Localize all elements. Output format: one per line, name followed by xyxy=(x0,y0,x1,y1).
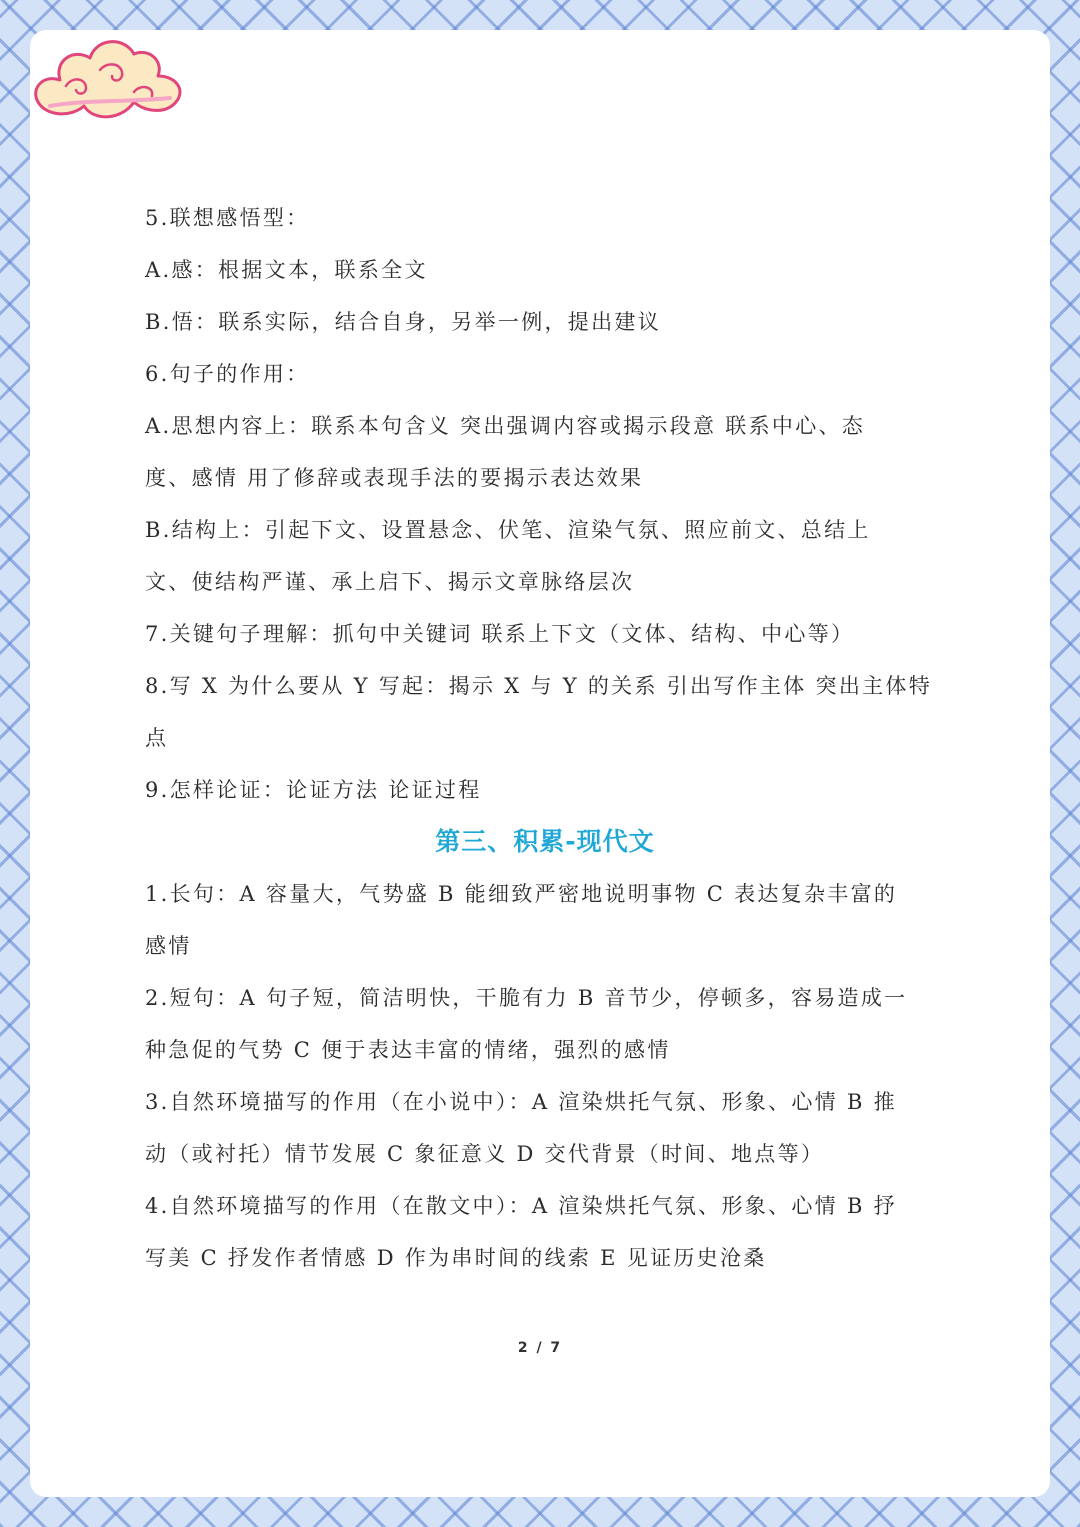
text-line: B.结构上：引起下文、设置悬念、伏笔、渲染气氛、照应前文、总结上 xyxy=(145,518,871,542)
text-line: A.感：根据文本，联系全文 xyxy=(145,258,428,282)
text-line: 2.短句：A 句子短，简洁明快，干脆有力 B 音节少，停顿多，容易造成一 xyxy=(145,986,908,1010)
text-line: 写美 C 抒发作者情感 D 作为串时间的线索 E 见证历史沧桑 xyxy=(145,1246,767,1270)
text-line: 动（或衬托）情节发展 C 象征意义 D 交代背景（时间、地点等） xyxy=(145,1142,825,1166)
document-body xyxy=(145,192,945,1284)
text-line: 8.写 X 为什么要从 Y 写起：揭示 X 与 Y 的关系 引出写作主体 突出主体特 xyxy=(145,674,933,698)
text-line: 4.自然环境描写的作用（在散文中）：A 渲染烘托气氛、形象、心情 B 抒 xyxy=(145,1194,897,1218)
text-line: 度、感情 用了修辞或表现手法的要揭示表达效果 xyxy=(145,466,644,490)
page-number: 2 / 7 xyxy=(517,1340,563,1356)
document-page xyxy=(30,30,1050,1497)
section-heading: 第三、积累-现代文 xyxy=(435,827,655,856)
cloud-icon xyxy=(30,30,190,135)
text-line: 种急促的气势 C 便于表达丰富的情绪，强烈的感情 xyxy=(145,1038,671,1062)
text-line: 7.关键句子理解：抓句中关键词 联系上下文（文体、结构、中心等） xyxy=(145,622,855,646)
text-line: A.思想内容上：联系本句含义 突出强调内容或揭示段意 联系中心、态 xyxy=(145,414,866,438)
text-line: 感情 xyxy=(145,934,192,958)
text-line: 点 xyxy=(145,726,169,750)
text-line: 9.怎样论证：论证方法 论证过程 xyxy=(145,778,482,802)
text-line: B.悟：联系实际，结合自身，另举一例，提出建议 xyxy=(145,310,662,334)
text-line: 5.联想感悟型： xyxy=(145,206,310,230)
text-line: 1.长句：A 容量大，气势盛 B 能细致严密地说明事物 C 表达复杂丰富的 xyxy=(145,882,898,906)
text-line: 3.自然环境描写的作用（在小说中）：A 渲染烘托气氛、形象、心情 B 推 xyxy=(145,1090,897,1114)
text-line: 6.句子的作用： xyxy=(145,362,310,386)
text-line: 文、使结构严谨、承上启下、揭示文章脉络层次 xyxy=(145,570,635,594)
